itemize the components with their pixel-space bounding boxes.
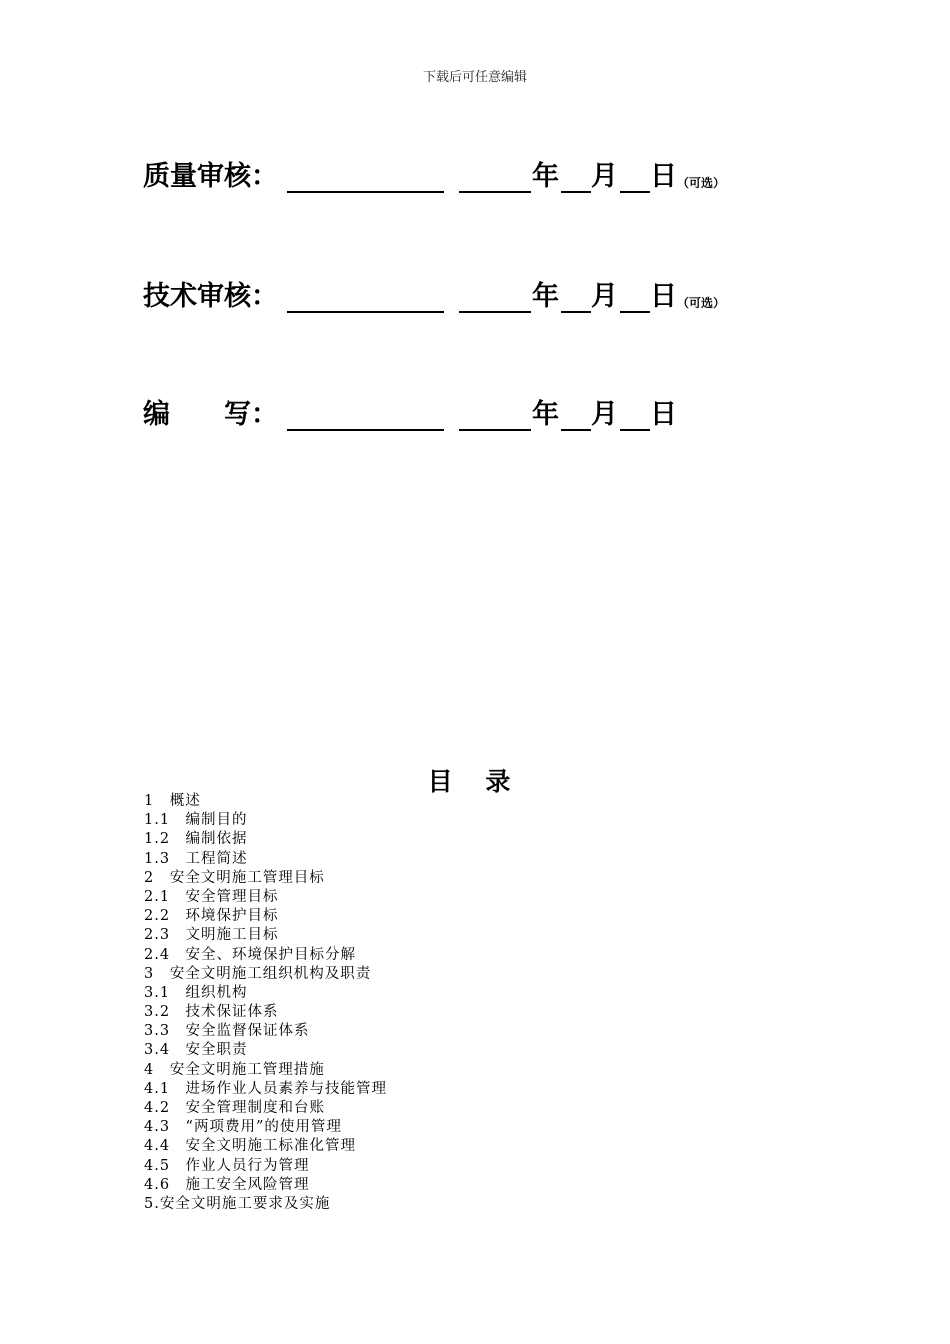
day-label: 日 <box>650 281 677 312</box>
month-blank <box>561 429 591 431</box>
optional-note: （可选） <box>677 176 726 190</box>
optional-note: （可选） <box>677 296 726 310</box>
toc-item[interactable]: 1.3 工程简述 <box>144 850 248 867</box>
toc-item[interactable]: 4.4 安全文明施工标准化管理 <box>144 1138 357 1155</box>
toc-item[interactable]: 2.2 环境保护目标 <box>144 908 279 925</box>
technical-review-label: 技术审核： <box>143 281 278 312</box>
toc-item[interactable]: 2.1 安全管理目标 <box>144 888 279 905</box>
month-label: 月 <box>591 399 618 430</box>
toc-item[interactable]: 3.2 技术保证体系 <box>144 1004 279 1021</box>
toc-item[interactable]: 4.6 施工安全风险管理 <box>144 1176 310 1193</box>
month-label: 月 <box>591 161 618 192</box>
header-note: 下载后可任意编辑 <box>422 70 527 85</box>
year-label: 年 <box>532 281 559 312</box>
toc-item[interactable]: 4.5 作业人员行为管理 <box>144 1157 310 1174</box>
year-label: 年 <box>532 161 559 192</box>
toc-item[interactable]: 4.3 “两项费用”的使用管理 <box>144 1119 342 1136</box>
author-label: 编 写： <box>143 399 278 430</box>
quality-review-label: 质量审核： <box>143 161 278 192</box>
toc-item[interactable]: 4.1 进场作业人员素养与技能管理 <box>144 1080 388 1097</box>
toc-title: 目 录 <box>427 767 523 796</box>
toc-item[interactable]: 2.3 文明施工目标 <box>144 927 279 944</box>
toc-item[interactable]: 2.4 安全、环境保护目标分解 <box>144 946 357 963</box>
signature-blank <box>287 429 444 431</box>
toc-item[interactable]: 4.2 安全管理制度和台账 <box>144 1100 326 1116</box>
day-blank <box>620 429 650 431</box>
toc-item[interactable]: 5.安全文明施工要求及实施 <box>144 1195 331 1212</box>
toc-item[interactable]: 3 安全文明施工组织机构及职责 <box>144 965 372 982</box>
year-blank <box>459 311 531 313</box>
toc-item[interactable]: 3.4 安全职责 <box>144 1042 248 1059</box>
toc-item[interactable]: 2 安全文明施工管理目标 <box>144 869 325 886</box>
toc-item[interactable]: 1 概述 <box>144 793 201 809</box>
toc-item[interactable]: 1.2 编制依据 <box>144 831 248 848</box>
signature-blank <box>287 311 444 313</box>
signature-blank <box>287 191 444 193</box>
toc-item[interactable]: 1.1 编制目的 <box>144 812 248 829</box>
month-blank <box>561 191 591 193</box>
year-blank <box>459 191 531 193</box>
day-blank <box>620 311 650 313</box>
toc-item[interactable]: 4 安全文明施工管理措施 <box>144 1061 325 1078</box>
day-label: 日 <box>650 161 677 192</box>
day-label: 日 <box>650 399 677 430</box>
year-blank <box>459 429 531 431</box>
day-blank <box>620 191 650 193</box>
toc-item[interactable]: 3.1 组织机构 <box>144 984 248 1001</box>
toc-item[interactable]: 3.3 安全监督保证体系 <box>144 1023 310 1040</box>
toc-list <box>144 792 387 1214</box>
month-blank <box>561 311 591 313</box>
month-label: 月 <box>591 281 618 312</box>
year-label: 年 <box>532 399 559 430</box>
